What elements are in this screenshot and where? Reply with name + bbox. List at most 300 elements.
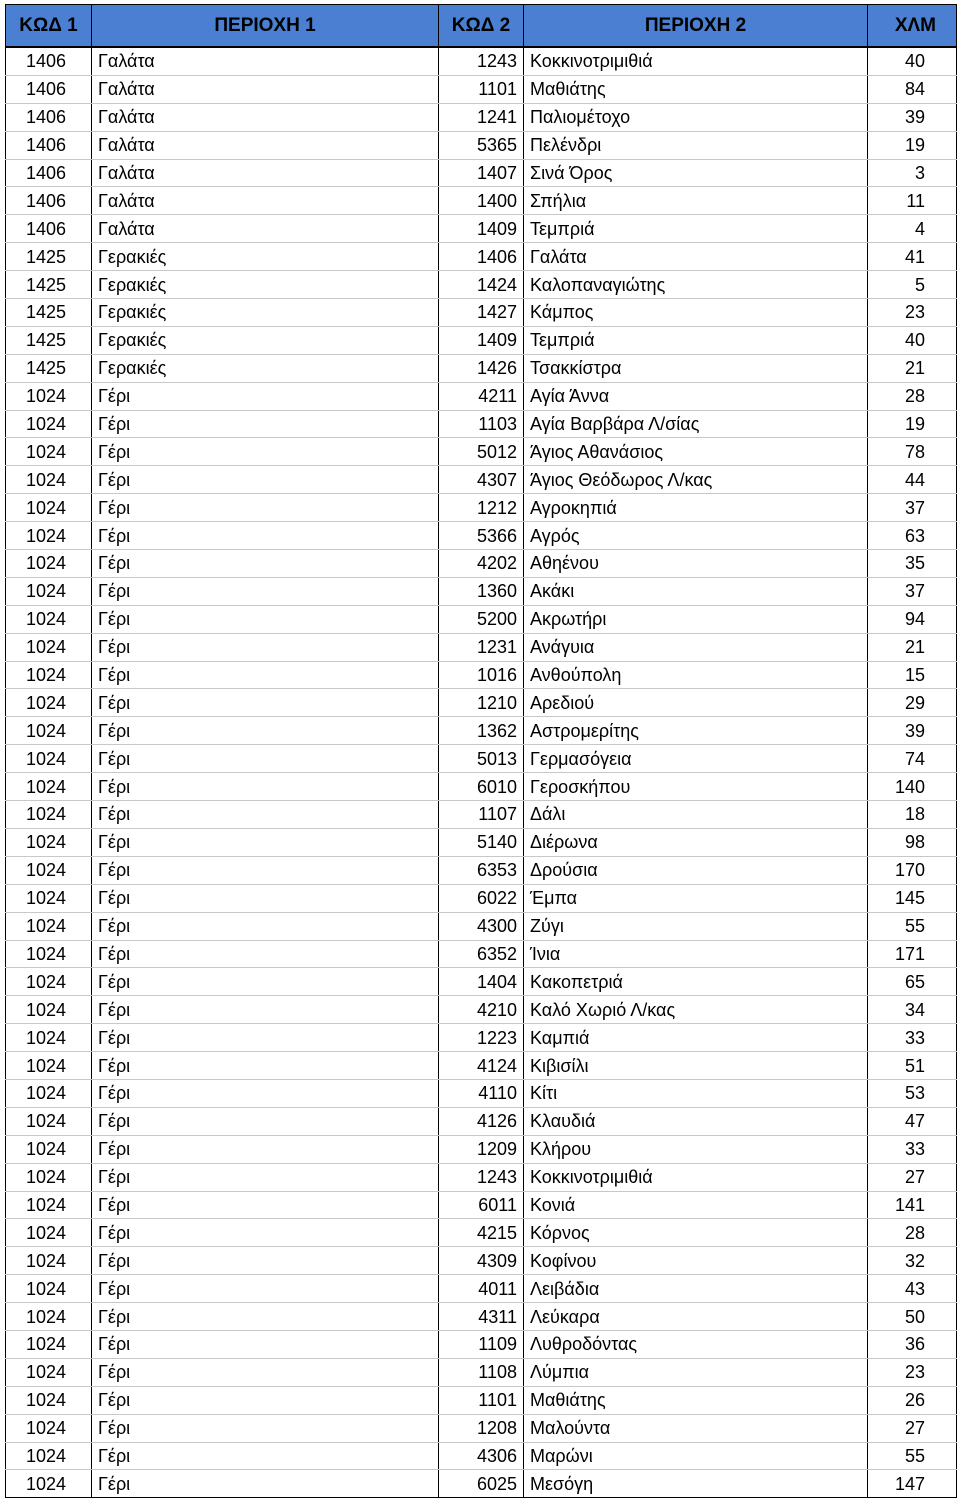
table-row <box>6 47 957 75</box>
cell-code-1[interactable]: 1024 <box>6 1358 92 1386</box>
cell-code-1[interactable]: 1024 <box>6 940 92 968</box>
cell-code-1[interactable]: 1406 <box>6 103 92 131</box>
table-row <box>6 1163 957 1191</box>
cell-code-1[interactable]: 1024 <box>6 494 92 522</box>
cell-km[interactable]: 34 <box>868 996 957 1024</box>
cell-km[interactable]: 74 <box>868 745 957 773</box>
cell-area-1[interactable]: Γαλάτα <box>92 131 439 159</box>
cell-code-1[interactable]: 1024 <box>6 633 92 661</box>
cell-code-1[interactable]: 1024 <box>6 1275 92 1303</box>
table-row <box>6 299 957 327</box>
cell-area-1[interactable]: Γαλάτα <box>92 187 439 215</box>
cell-area-2[interactable]: Κοκκινοτριμιθιά <box>524 1163 868 1191</box>
cell-code-2[interactable]: 1107 <box>439 801 524 829</box>
table-row <box>6 1135 957 1163</box>
cell-area-1[interactable]: Γέρι <box>92 1303 439 1331</box>
cell-area-1[interactable]: Γέρι <box>92 828 439 856</box>
cell-code-1[interactable]: 1024 <box>6 661 92 689</box>
cell-km[interactable]: 84 <box>868 75 957 103</box>
cell-area-1[interactable]: Γέρι <box>92 577 439 605</box>
cell-km[interactable]: 51 <box>868 1052 957 1080</box>
cell-area-2[interactable]: Κλαυδιά <box>524 1107 868 1135</box>
cell-km[interactable]: 40 <box>868 47 957 75</box>
cell-area-1[interactable]: Γέρι <box>92 1163 439 1191</box>
cell-code-2[interactable]: 1426 <box>439 354 524 382</box>
table-row <box>6 215 957 243</box>
cell-area-2[interactable]: Σινά Όρος <box>524 159 868 187</box>
cell-km[interactable]: 55 <box>868 1442 957 1470</box>
cell-area-1[interactable]: Γέρι <box>92 382 439 410</box>
cell-area-2[interactable]: Λυθροδόντας <box>524 1330 868 1358</box>
cell-code-2[interactable]: 5013 <box>439 745 524 773</box>
cell-area-2[interactable]: Διέρωνα <box>524 828 868 856</box>
table-row <box>6 1079 957 1107</box>
cell-km[interactable]: 40 <box>868 326 957 354</box>
cell-code-1[interactable]: 1024 <box>6 1386 92 1414</box>
cell-area-1[interactable]: Γέρι <box>92 1275 439 1303</box>
cell-code-1[interactable]: 1024 <box>6 884 92 912</box>
cell-code-2[interactable]: 1209 <box>439 1135 524 1163</box>
cell-code-1[interactable]: 1024 <box>6 1219 92 1247</box>
cell-code-2[interactable]: 4311 <box>439 1303 524 1331</box>
cell-km[interactable]: 44 <box>868 466 957 494</box>
cell-code-2[interactable]: 4306 <box>439 1442 524 1470</box>
header-area-2[interactable]: ΠΕΡΙΟΧΗ 2 <box>524 5 868 48</box>
table-row <box>6 187 957 215</box>
cell-km[interactable]: 33 <box>868 1024 957 1052</box>
cell-area-1[interactable]: Γέρι <box>92 856 439 884</box>
cell-area-2[interactable]: Αθηένου <box>524 550 868 578</box>
cell-area-2[interactable]: Μεσόγη <box>524 1470 868 1498</box>
cell-code-2[interactable]: 6025 <box>439 1470 524 1498</box>
table-row <box>6 494 957 522</box>
cell-area-2[interactable]: Τσακκίστρα <box>524 354 868 382</box>
cell-code-1[interactable]: 1406 <box>6 159 92 187</box>
cell-area-2[interactable]: Δάλι <box>524 801 868 829</box>
cell-area-2[interactable]: Τεμπριά <box>524 326 868 354</box>
cell-km[interactable]: 78 <box>868 438 957 466</box>
cell-code-1[interactable]: 1024 <box>6 1470 92 1498</box>
cell-code-2[interactable]: 1210 <box>439 689 524 717</box>
cell-km[interactable]: 15 <box>868 661 957 689</box>
cell-code-2[interactable]: 4011 <box>439 1275 524 1303</box>
cell-code-1[interactable]: 1024 <box>6 466 92 494</box>
cell-area-1[interactable]: Γέρι <box>92 996 439 1024</box>
cell-area-1[interactable]: Γερακιές <box>92 354 439 382</box>
header-km[interactable]: ΧΛΜ <box>868 5 957 48</box>
cell-code-2[interactable]: 5140 <box>439 828 524 856</box>
cell-km[interactable]: 171 <box>868 940 957 968</box>
cell-area-1[interactable]: Γέρι <box>92 1219 439 1247</box>
cell-area-1[interactable]: Γαλάτα <box>92 75 439 103</box>
cell-km[interactable]: 140 <box>868 773 957 801</box>
cell-area-2[interactable]: Σπήλια <box>524 187 868 215</box>
cell-area-1[interactable]: Γέρι <box>92 1191 439 1219</box>
cell-code-1[interactable]: 1024 <box>6 745 92 773</box>
header-code-2[interactable]: ΚΩΔ 2 <box>439 5 524 48</box>
cell-area-2[interactable]: Κάμπος <box>524 299 868 327</box>
cell-area-2[interactable]: Κακοπετριά <box>524 968 868 996</box>
cell-code-2[interactable]: 1406 <box>439 243 524 271</box>
cell-km[interactable]: 28 <box>868 1219 957 1247</box>
cell-area-2[interactable]: Γαλάτα <box>524 243 868 271</box>
cell-km[interactable]: 63 <box>868 522 957 550</box>
cell-code-2[interactable]: 1103 <box>439 410 524 438</box>
cell-area-1[interactable]: Γέρι <box>92 717 439 745</box>
table-row <box>6 103 957 131</box>
cell-area-2[interactable]: Ανθούπολη <box>524 661 868 689</box>
cell-code-1[interactable]: 1024 <box>6 410 92 438</box>
cell-code-2[interactable]: 4126 <box>439 1107 524 1135</box>
cell-code-1[interactable]: 1425 <box>6 271 92 299</box>
cell-code-1[interactable]: 1024 <box>6 717 92 745</box>
cell-code-1[interactable]: 1406 <box>6 187 92 215</box>
cell-area-2[interactable]: Καλοπαναγιώτης <box>524 271 868 299</box>
cell-km[interactable]: 23 <box>868 299 957 327</box>
cell-code-1[interactable]: 1024 <box>6 1107 92 1135</box>
cell-code-1[interactable]: 1024 <box>6 605 92 633</box>
cell-area-2[interactable]: Μαρώνι <box>524 1442 868 1470</box>
cell-area-1[interactable]: Γερακιές <box>92 326 439 354</box>
cell-km[interactable]: 47 <box>868 1107 957 1135</box>
cell-area-1[interactable]: Γαλάτα <box>92 47 439 75</box>
cell-code-1[interactable]: 1024 <box>6 801 92 829</box>
cell-code-2[interactable]: 6022 <box>439 884 524 912</box>
cell-km[interactable]: 94 <box>868 605 957 633</box>
cell-area-2[interactable]: Γεροσκήπου <box>524 773 868 801</box>
table-row <box>6 243 957 271</box>
cell-area-2[interactable]: Άγιος Θεόδωρος Λ/κας <box>524 466 868 494</box>
cell-code-2[interactable]: 1409 <box>439 215 524 243</box>
cell-area-1[interactable]: Γέρι <box>92 550 439 578</box>
cell-area-2[interactable]: Κόρνος <box>524 1219 868 1247</box>
cell-area-1[interactable]: Γέρι <box>92 1107 439 1135</box>
cell-code-2[interactable]: 1208 <box>439 1414 524 1442</box>
cell-km[interactable]: 19 <box>868 410 957 438</box>
cell-area-2[interactable]: Κοκκινοτριμιθιά <box>524 47 868 75</box>
table-row <box>6 996 957 1024</box>
cell-code-1[interactable]: 1024 <box>6 968 92 996</box>
table-row <box>6 884 957 912</box>
cell-km[interactable]: 28 <box>868 382 957 410</box>
cell-code-2[interactable]: 5366 <box>439 522 524 550</box>
cell-area-2[interactable]: Λεύκαρα <box>524 1303 868 1331</box>
cell-area-2[interactable]: Ακρωτήρι <box>524 605 868 633</box>
cell-km[interactable]: 37 <box>868 494 957 522</box>
table-row <box>6 1358 957 1386</box>
cell-area-2[interactable]: Ακάκι <box>524 577 868 605</box>
cell-area-1[interactable]: Γέρι <box>92 968 439 996</box>
cell-km[interactable]: 145 <box>868 884 957 912</box>
cell-code-1[interactable]: 1024 <box>6 1135 92 1163</box>
cell-area-1[interactable]: Γέρι <box>92 1135 439 1163</box>
table-row <box>6 1330 957 1358</box>
cell-code-1[interactable]: 1406 <box>6 47 92 75</box>
cell-code-2[interactable]: 1409 <box>439 326 524 354</box>
cell-area-1[interactable]: Γέρι <box>92 1414 439 1442</box>
cell-code-2[interactable]: 1404 <box>439 968 524 996</box>
cell-area-2[interactable]: Κλήρου <box>524 1135 868 1163</box>
cell-area-1[interactable]: Γέρι <box>92 940 439 968</box>
cell-area-2[interactable]: Κίτι <box>524 1079 868 1107</box>
cell-area-1[interactable]: Γέρι <box>92 522 439 550</box>
cell-area-2[interactable]: Πελένδρι <box>524 131 868 159</box>
cell-code-1[interactable]: 1024 <box>6 1191 92 1219</box>
cell-code-1[interactable]: 1425 <box>6 326 92 354</box>
table-row <box>6 131 957 159</box>
cell-code-2[interactable]: 4110 <box>439 1079 524 1107</box>
cell-code-2[interactable]: 4309 <box>439 1247 524 1275</box>
cell-code-1[interactable]: 1024 <box>6 828 92 856</box>
cell-code-1[interactable]: 1024 <box>6 773 92 801</box>
cell-area-2[interactable]: Λειβάδια <box>524 1275 868 1303</box>
cell-code-2[interactable]: 1108 <box>439 1358 524 1386</box>
table-row <box>6 633 957 661</box>
cell-area-2[interactable]: Τεμπριά <box>524 215 868 243</box>
cell-area-2[interactable]: Μαθιάτης <box>524 75 868 103</box>
cell-code-1[interactable]: 1024 <box>6 689 92 717</box>
cell-code-1[interactable]: 1024 <box>6 438 92 466</box>
cell-code-1[interactable]: 1024 <box>6 1163 92 1191</box>
cell-area-2[interactable]: Έμπα <box>524 884 868 912</box>
cell-area-1[interactable]: Γέρι <box>92 912 439 940</box>
cell-code-1[interactable]: 1425 <box>6 354 92 382</box>
cell-km[interactable]: 65 <box>868 968 957 996</box>
table-row <box>6 75 957 103</box>
cell-code-2[interactable]: 1362 <box>439 717 524 745</box>
table-row <box>6 466 957 494</box>
cell-km[interactable]: 19 <box>868 131 957 159</box>
cell-code-2[interactable]: 5012 <box>439 438 524 466</box>
cell-km[interactable]: 33 <box>868 1135 957 1163</box>
cell-area-2[interactable]: Αγία Άννα <box>524 382 868 410</box>
cell-km[interactable]: 18 <box>868 801 957 829</box>
cell-area-2[interactable]: Γερμασόγεια <box>524 745 868 773</box>
cell-area-1[interactable]: Γέρι <box>92 1247 439 1275</box>
table-row <box>6 382 957 410</box>
table-row <box>6 1191 957 1219</box>
cell-km[interactable]: 36 <box>868 1330 957 1358</box>
cell-km[interactable]: 37 <box>868 577 957 605</box>
cell-km[interactable]: 21 <box>868 354 957 382</box>
cell-area-1[interactable]: Γέρι <box>92 1358 439 1386</box>
cell-code-1[interactable]: 1024 <box>6 577 92 605</box>
cell-area-1[interactable]: Γαλάτα <box>92 159 439 187</box>
table-row <box>6 912 957 940</box>
cell-code-1[interactable]: 1406 <box>6 131 92 159</box>
table-row <box>6 605 957 633</box>
cell-area-2[interactable]: Μαθιάτης <box>524 1386 868 1414</box>
cell-area-1[interactable]: Γέρι <box>92 884 439 912</box>
cell-code-2[interactable]: 4211 <box>439 382 524 410</box>
cell-km[interactable]: 23 <box>868 1358 957 1386</box>
cell-code-2[interactable]: 1212 <box>439 494 524 522</box>
cell-code-1[interactable]: 1425 <box>6 243 92 271</box>
cell-code-1[interactable]: 1024 <box>6 1024 92 1052</box>
cell-code-2[interactable]: 1243 <box>439 47 524 75</box>
cell-area-1[interactable]: Γέρι <box>92 1470 439 1498</box>
cell-area-2[interactable]: Αστρομερίτης <box>524 717 868 745</box>
table-row <box>6 828 957 856</box>
cell-code-2[interactable]: 1427 <box>439 299 524 327</box>
cell-km[interactable]: 21 <box>868 633 957 661</box>
cell-code-2[interactable]: 5200 <box>439 605 524 633</box>
cell-area-1[interactable]: Γέρι <box>92 689 439 717</box>
table-row <box>6 1470 957 1498</box>
cell-code-1[interactable]: 1024 <box>6 1330 92 1358</box>
cell-area-1[interactable]: Γέρι <box>92 801 439 829</box>
cell-code-2[interactable]: 5365 <box>439 131 524 159</box>
cell-code-1[interactable]: 1024 <box>6 912 92 940</box>
distance-table <box>5 4 957 1498</box>
cell-km[interactable]: 170 <box>868 856 957 884</box>
table-row <box>6 159 957 187</box>
cell-code-2[interactable]: 1101 <box>439 1386 524 1414</box>
cell-area-1[interactable]: Γέρι <box>92 466 439 494</box>
cell-code-2[interactable]: 6353 <box>439 856 524 884</box>
table-row <box>6 801 957 829</box>
table-row <box>6 1107 957 1135</box>
cell-area-1[interactable]: Γέρι <box>92 494 439 522</box>
cell-area-2[interactable]: Ζύγι <box>524 912 868 940</box>
cell-code-1[interactable]: 1024 <box>6 550 92 578</box>
cell-code-2[interactable]: 1109 <box>439 1330 524 1358</box>
cell-code-1[interactable]: 1024 <box>6 522 92 550</box>
cell-area-1[interactable]: Γερακιές <box>92 299 439 327</box>
cell-code-2[interactable]: 1016 <box>439 661 524 689</box>
cell-area-1[interactable]: Γέρι <box>92 661 439 689</box>
cell-area-1[interactable]: Γέρι <box>92 1386 439 1414</box>
cell-area-2[interactable]: Καμπιά <box>524 1024 868 1052</box>
cell-area-1[interactable]: Γέρι <box>92 773 439 801</box>
cell-area-2[interactable]: Δρούσια <box>524 856 868 884</box>
header-code-1[interactable]: ΚΩΔ 1 <box>6 5 92 48</box>
cell-km[interactable]: 39 <box>868 717 957 745</box>
cell-area-1[interactable]: Γέρι <box>92 1330 439 1358</box>
cell-code-1[interactable]: 1024 <box>6 1079 92 1107</box>
cell-code-2[interactable]: 6011 <box>439 1191 524 1219</box>
cell-code-2[interactable]: 1231 <box>439 633 524 661</box>
cell-code-2[interactable]: 6352 <box>439 940 524 968</box>
cell-area-1[interactable]: Γαλάτα <box>92 103 439 131</box>
cell-area-2[interactable]: Αγρός <box>524 522 868 550</box>
cell-km[interactable]: 147 <box>868 1470 957 1498</box>
table-row <box>6 1024 957 1052</box>
cell-code-2[interactable]: 4202 <box>439 550 524 578</box>
cell-km[interactable]: 27 <box>868 1163 957 1191</box>
table-row <box>6 1275 957 1303</box>
header-row <box>6 5 957 48</box>
cell-area-1[interactable]: Γέρι <box>92 410 439 438</box>
cell-km[interactable]: 11 <box>868 187 957 215</box>
cell-code-2[interactable]: 1424 <box>439 271 524 299</box>
table-row <box>6 1303 957 1331</box>
cell-area-2[interactable]: Κιβισίλι <box>524 1052 868 1080</box>
cell-code-1[interactable]: 1024 <box>6 996 92 1024</box>
cell-area-2[interactable]: Αγροκηπιά <box>524 494 868 522</box>
table-row <box>6 968 957 996</box>
cell-km[interactable]: 43 <box>868 1275 957 1303</box>
cell-area-2[interactable]: Άγιος Αθανάσιος <box>524 438 868 466</box>
cell-km[interactable]: 55 <box>868 912 957 940</box>
cell-area-1[interactable]: Γέρι <box>92 633 439 661</box>
cell-km[interactable]: 29 <box>868 689 957 717</box>
cell-km[interactable]: 26 <box>868 1386 957 1414</box>
cell-area-1[interactable]: Γέρι <box>92 605 439 633</box>
cell-km[interactable]: 50 <box>868 1303 957 1331</box>
table-row <box>6 717 957 745</box>
cell-km[interactable]: 5 <box>868 271 957 299</box>
cell-km[interactable]: 141 <box>868 1191 957 1219</box>
cell-area-1[interactable]: Γέρι <box>92 1024 439 1052</box>
cell-km[interactable]: 27 <box>868 1414 957 1442</box>
cell-code-1[interactable]: 1024 <box>6 1247 92 1275</box>
cell-code-1[interactable]: 1024 <box>6 856 92 884</box>
cell-area-2[interactable]: Μαλούντα <box>524 1414 868 1442</box>
cell-area-2[interactable]: Κονιά <box>524 1191 868 1219</box>
cell-km[interactable]: 39 <box>868 103 957 131</box>
cell-km[interactable]: 4 <box>868 215 957 243</box>
cell-code-2[interactable]: 4307 <box>439 466 524 494</box>
cell-area-2[interactable]: Ανάγυια <box>524 633 868 661</box>
cell-area-1[interactable]: Γέρι <box>92 1079 439 1107</box>
cell-code-1[interactable]: 1024 <box>6 1442 92 1470</box>
cell-code-2[interactable]: 1243 <box>439 1163 524 1191</box>
cell-area-1[interactable]: Γαλάτα <box>92 215 439 243</box>
cell-area-2[interactable]: Ίνια <box>524 940 868 968</box>
cell-code-2[interactable]: 4300 <box>439 912 524 940</box>
cell-km[interactable]: 98 <box>868 828 957 856</box>
cell-area-2[interactable]: Παλιομέτοχο <box>524 103 868 131</box>
cell-code-2[interactable]: 1400 <box>439 187 524 215</box>
cell-code-1[interactable]: 1024 <box>6 1414 92 1442</box>
cell-area-1[interactable]: Γέρι <box>92 745 439 773</box>
cell-km[interactable]: 53 <box>868 1079 957 1107</box>
cell-code-2[interactable]: 4124 <box>439 1052 524 1080</box>
cell-km[interactable]: 41 <box>868 243 957 271</box>
cell-area-1[interactable]: Γερακιές <box>92 271 439 299</box>
cell-area-2[interactable]: Αρεδιού <box>524 689 868 717</box>
cell-area-1[interactable]: Γέρι <box>92 1442 439 1470</box>
cell-area-2[interactable]: Αγία Βαρβάρα Λ/σίας <box>524 410 868 438</box>
cell-area-2[interactable]: Λύμπια <box>524 1358 868 1386</box>
cell-code-1[interactable]: 1406 <box>6 75 92 103</box>
cell-km[interactable]: 3 <box>868 159 957 187</box>
cell-code-2[interactable]: 1101 <box>439 75 524 103</box>
cell-km[interactable]: 35 <box>868 550 957 578</box>
cell-area-2[interactable]: Καλό Χωριό Λ/κας <box>524 996 868 1024</box>
cell-code-2[interactable]: 1407 <box>439 159 524 187</box>
header-area-1[interactable]: ΠΕΡΙΟΧΗ 1 <box>92 5 439 48</box>
cell-code-2[interactable]: 6010 <box>439 773 524 801</box>
table-row <box>6 856 957 884</box>
cell-km[interactable]: 32 <box>868 1247 957 1275</box>
cell-area-1[interactable]: Γέρι <box>92 1052 439 1080</box>
cell-area-1[interactable]: Γέρι <box>92 438 439 466</box>
cell-code-1[interactable]: 1425 <box>6 299 92 327</box>
cell-area-1[interactable]: Γερακιές <box>92 243 439 271</box>
cell-code-2[interactable]: 1223 <box>439 1024 524 1052</box>
cell-code-2[interactable]: 1360 <box>439 577 524 605</box>
cell-code-2[interactable]: 4215 <box>439 1219 524 1247</box>
cell-code-1[interactable]: 1024 <box>6 1052 92 1080</box>
cell-code-1[interactable]: 1406 <box>6 215 92 243</box>
cell-code-1[interactable]: 1024 <box>6 382 92 410</box>
cell-code-2[interactable]: 1241 <box>439 103 524 131</box>
cell-area-2[interactable]: Κοφίνου <box>524 1247 868 1275</box>
cell-code-2[interactable]: 4210 <box>439 996 524 1024</box>
cell-code-1[interactable]: 1024 <box>6 1303 92 1331</box>
